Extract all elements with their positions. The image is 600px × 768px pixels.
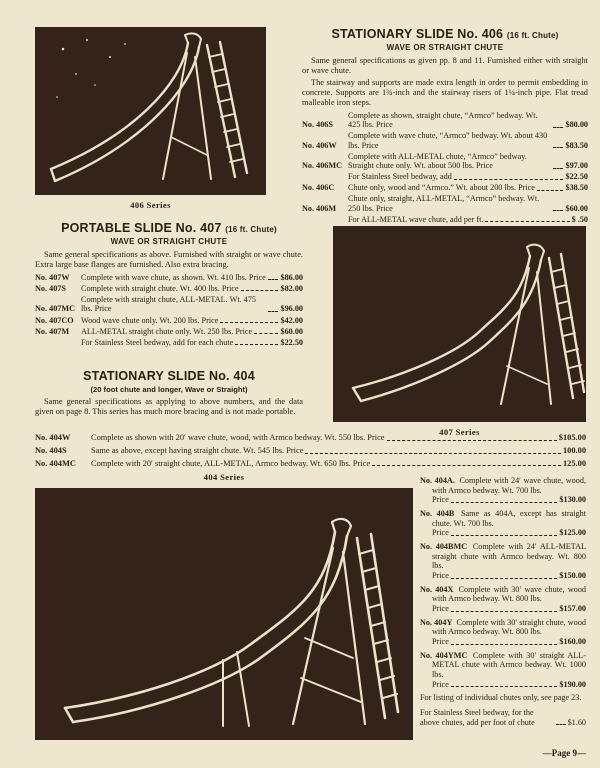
dash-leader <box>553 210 563 211</box>
dash-leader <box>451 535 558 536</box>
item-description: Complete with 30′ straight ALL-METAL chute with Armco bedway. Wt. 1000 lbs. <box>432 650 586 680</box>
item-description: Complete with straight chute. Wt. 400 lbs. Price <box>81 283 239 293</box>
item-description: For Stainless Steel bedway, add <box>348 172 452 182</box>
section-407-title-text: PORTABLE SLIDE No. 407 <box>61 221 222 235</box>
price-item-404B <box>420 509 586 538</box>
price-item-406M <box>302 194 588 213</box>
item-price: $38.50 <box>565 183 588 193</box>
dash-leader <box>372 465 561 466</box>
slide-photo-406 <box>35 27 266 195</box>
item-model-number: No. 407MC <box>35 304 76 314</box>
dash-leader <box>556 724 566 725</box>
slide-illustration-404 <box>35 488 413 740</box>
dash-leader <box>451 686 558 687</box>
section-404-paragraph-1: Same general specifications as applying to above numbers, and the data given on page 8. This series has much more bracing and is not made portable. <box>35 397 303 417</box>
section-407 <box>35 222 303 349</box>
item-price: $160.00 <box>559 637 586 647</box>
price-item-407-stainless-option <box>35 338 303 348</box>
item-price: $97.00 <box>565 161 588 171</box>
item-model-number: No. 407S <box>35 283 66 293</box>
dash-leader <box>241 290 279 291</box>
item-price: 100.00 <box>562 445 586 455</box>
dash-leader <box>451 502 558 503</box>
price-item-406MC <box>302 152 588 171</box>
section-407-subtitle: WAVE OR STRAIGHT CHUTE <box>110 237 228 247</box>
price-item-406W <box>302 131 588 150</box>
price-line <box>420 604 586 614</box>
price-line <box>420 680 586 690</box>
item-description: Complete with straight chute, ALL-METAL. Wt. 475 lbs. Price <box>81 294 256 314</box>
item-description: Complete as shown, straight chute, “Armco” bedway. Wt. 425 lbs. Price <box>348 110 538 130</box>
photo-caption-404: 404 Series <box>203 472 245 482</box>
item-price: $130.00 <box>559 495 586 505</box>
price-item-407M <box>35 327 303 337</box>
item-model-number: No. 406MC <box>302 161 343 171</box>
item-price: $ .50 <box>571 214 588 224</box>
price-item-404S <box>35 446 586 456</box>
section-407-title-suffix: (16 ft. Chute) <box>225 225 277 234</box>
item-model-number: No. 407W <box>35 272 70 282</box>
item-price: $42.00 <box>280 315 303 325</box>
item-model-number: No. 404A. <box>420 476 455 485</box>
item-description: Complete with 24′ wave chute, wood, with Armco bedway. Wt. 700 lbs. <box>432 476 586 495</box>
item-text <box>420 651 586 680</box>
price-label: Price <box>432 679 449 689</box>
price-item-406S <box>302 111 588 130</box>
price-item-407W <box>35 273 303 283</box>
item-model-number: No. 404YMC <box>420 650 468 660</box>
price-item-404A <box>420 476 586 505</box>
item-text <box>420 542 586 571</box>
item-model-number: No. 406M <box>302 203 337 213</box>
dash-leader <box>268 311 278 312</box>
price-item-406-wave-option <box>302 215 588 225</box>
item-price: 125.00 <box>562 458 586 468</box>
section-406-paragraph-1: Same general specifications as given pp. 8 and 11. Furnished either with straight or wave chute. <box>302 56 588 76</box>
price-item-407MC <box>35 295 303 314</box>
item-model-number: No. 404S <box>35 445 67 455</box>
stainless-bedway-note <box>420 708 586 727</box>
dash-leader <box>454 179 564 180</box>
section-406 <box>302 28 588 226</box>
item-description: Complete with 20′ straight chute, ALL-METAL, Armco bedway. Wt. 650 lbs. Price <box>91 458 371 468</box>
section-406-subtitle: WAVE OR STRAIGHT CHUTE <box>386 43 504 53</box>
price-label: Price <box>432 528 449 538</box>
dash-leader <box>235 344 278 345</box>
item-price: $86.00 <box>280 272 303 282</box>
item-price: $82.00 <box>280 283 303 293</box>
section-407-title <box>35 222 303 235</box>
slide-illustration-406 <box>35 27 266 195</box>
item-price: $22.50 <box>280 337 303 347</box>
item-model-number: No. 404Y <box>420 617 453 627</box>
price-item-404MC <box>35 459 586 469</box>
price-label: Price <box>432 571 449 581</box>
item-description: For ALL-METAL wave chute, add per ft. <box>348 214 484 224</box>
section-404 <box>35 370 303 419</box>
item-model-number: No. 406W <box>302 140 337 150</box>
item-description: Complete with 30′ straight chute, wood with Armco bedway. Wt. 800 lbs. <box>432 617 587 637</box>
section-406-title-suffix: (16 ft. Chute) <box>506 31 559 40</box>
dash-leader <box>387 440 557 441</box>
item-description: ALL-METAL straight chute only. Wt. 250 lbs. Price <box>81 326 253 336</box>
dash-leader <box>553 147 563 148</box>
dash-leader <box>451 644 558 645</box>
dash-leader <box>220 322 278 323</box>
section-406-paragraph-2: The stairway and supports are made extra length in order to permit embedding in concrete. Supports are 1¾-inch and the stairway risers of 1¼-inch pipe. Flat tread malleable iron steps. <box>302 77 588 107</box>
section-406-price-list <box>302 111 588 225</box>
item-description: Wood wave chute only. Wt. 200 lbs. Price <box>81 315 219 325</box>
item-description: Complete with wave chute, as shown. Wt. 410 lbs. Price <box>81 272 266 282</box>
price-label: Price <box>432 637 449 647</box>
price-item-404BMC <box>420 542 586 581</box>
note-text: For Stainless Steel bedway, for the above chutes, add per foot of chute <box>420 708 535 727</box>
price-line <box>420 495 586 505</box>
item-price: $22.50 <box>565 172 588 182</box>
item-price: $125.00 <box>559 528 586 538</box>
price-line <box>420 528 586 538</box>
item-description: Chute only, wood and “Armco.” Wt. about 200 lbs. Price <box>348 183 535 193</box>
dash-leader <box>305 453 561 454</box>
item-model-number: No. 406C <box>302 183 335 193</box>
item-description: For Stainless Steel bedway, add for each chute <box>81 337 234 347</box>
price-item-407CO <box>35 316 303 326</box>
item-text <box>420 585 586 604</box>
item-model-number: No. 404BMC <box>420 542 468 552</box>
item-description: Same as above, except having straight chute. Wt. 545 lbs. Price <box>91 445 304 455</box>
item-price: $105.00 <box>558 433 586 442</box>
dash-leader <box>451 611 558 612</box>
item-model-number: No. 407CO <box>35 315 74 325</box>
item-price: $150.00 <box>559 571 586 581</box>
item-price: $157.00 <box>559 604 586 614</box>
section-407-paragraph-1: Same general specifications as above. Furnished with straight or wave chute. Extra large base flanges are furnished. Also extra bracing. <box>35 250 303 270</box>
item-price: $60.00 <box>280 326 303 336</box>
item-model-number: No. 404B <box>420 509 455 519</box>
section-404-title-suffix: (20 foot chute and longer, Wave or Straight) <box>90 385 248 395</box>
price-item-406C <box>302 183 588 193</box>
photo-caption-407: 407 Series <box>439 427 480 437</box>
price-label: Price <box>432 604 449 614</box>
item-text <box>420 618 586 637</box>
photo-caption-406: 406 Series <box>130 200 171 210</box>
dash-leader <box>254 333 278 334</box>
price-item-407S <box>35 284 303 294</box>
item-model-number: No. 404MC <box>35 458 76 468</box>
price-line <box>420 571 586 581</box>
slide-illustration-407 <box>333 226 586 422</box>
item-text <box>420 476 586 495</box>
item-price: $190.00 <box>559 679 586 689</box>
item-price: $60.00 <box>565 203 588 213</box>
item-text <box>420 509 586 528</box>
slide-photo-404 <box>35 488 413 740</box>
item-description: Complete with ALL-METAL chute, “Armco” bedway. Straight chute only. Wt. about 500 lbs. Price <box>348 151 527 171</box>
item-model-number: No. 406S <box>302 120 333 130</box>
item-model-number: No. 407M <box>35 326 70 336</box>
note-price: $1.60 <box>567 717 586 727</box>
dash-leader <box>537 190 564 191</box>
item-price: $83.50 <box>565 140 588 150</box>
section-404-right-price-column <box>420 476 586 731</box>
item-model-number: No. 404X <box>420 584 454 594</box>
item-description: Same as 404A, except has straight chute. Wt. 700 lbs. <box>432 509 587 528</box>
item-price: $96.00 <box>280 304 303 314</box>
section-406-title-text: STATIONARY SLIDE No. 406 <box>331 27 504 41</box>
item-price: $80.00 <box>565 120 588 130</box>
section-404-price-list <box>35 433 586 471</box>
item-description: Complete with 30′ wave chute, wood with Armco bedway. Wt. 800 lbs. <box>432 584 587 604</box>
page-number: —Page 9— <box>542 748 586 758</box>
item-description: Complete as shown with 20′ wave chute, wood, with Armco bedway. Wt. 550 lbs. Price <box>91 433 385 442</box>
item-description: Complete with wave chute, “Armco” bedway. Wt. about 430 lbs. Price <box>348 131 548 150</box>
dash-leader <box>553 168 563 169</box>
price-item-404X <box>420 585 586 614</box>
price-item-404W <box>35 433 586 443</box>
item-description: Chute only, straight, ALL-METAL, “Armco” bedway. Wt. 250 lbs. Price <box>348 194 540 213</box>
slide-photo-407 <box>333 226 586 422</box>
dash-leader <box>485 221 569 222</box>
section-404-title: STATIONARY SLIDE No. 404 <box>83 369 255 383</box>
section-406-title <box>302 28 588 41</box>
price-item-404Y <box>420 618 586 647</box>
dash-leader <box>451 578 558 579</box>
dash-leader <box>268 279 279 280</box>
individual-chutes-note: For listing of individual chutes only, see page 23. <box>420 693 582 703</box>
item-model-number: No. 404W <box>35 433 71 442</box>
section-407-price-list <box>35 273 303 347</box>
item-description: Complete with 24′ ALL-METAL straight chute with Armco bedway. Wt. 800 lbs. <box>432 542 587 571</box>
price-item-404YMC <box>420 651 586 690</box>
dash-leader <box>553 127 563 128</box>
price-item-406MC-stainless-option <box>302 172 588 182</box>
price-label: Price <box>432 495 449 505</box>
price-line <box>420 637 586 647</box>
